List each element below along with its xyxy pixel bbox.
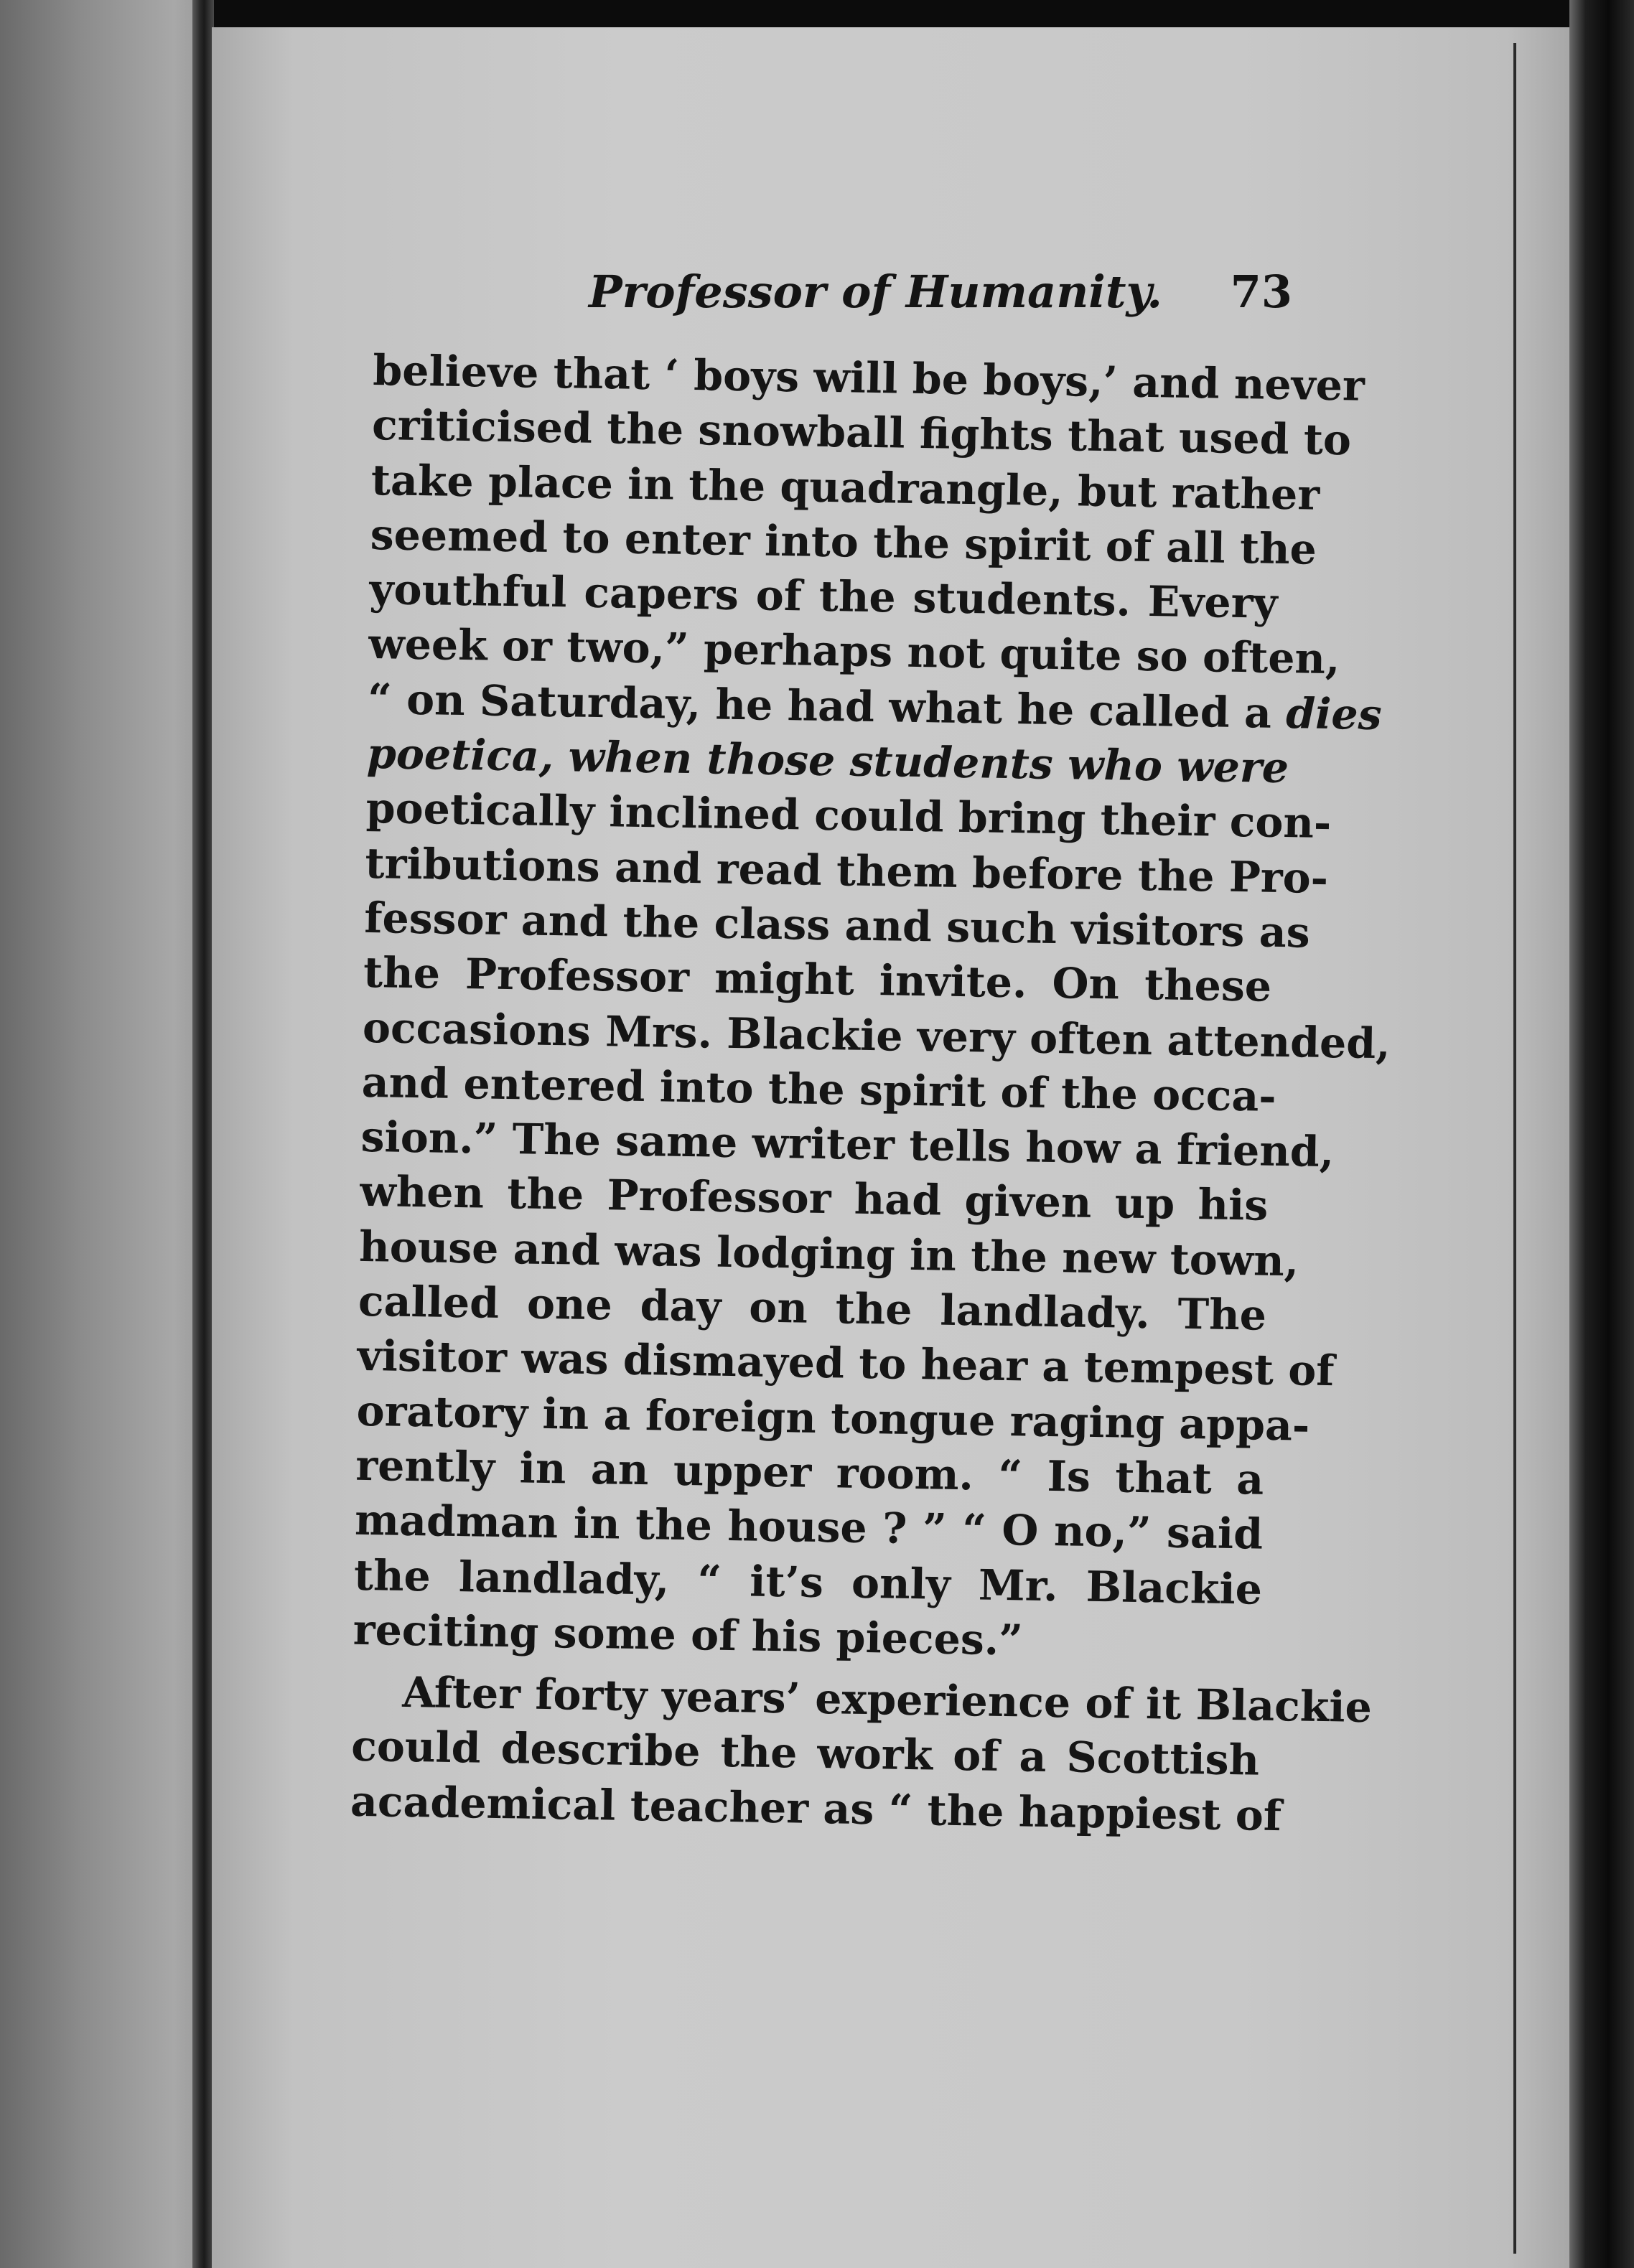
italic-word-line: poetica, when those students who were [366,728,1289,793]
running-head-title: Professor of Humanity. [589,266,1162,318]
text-line: madman in the house ? ” “ O no,” said [354,1495,1264,1559]
text-line: occasions Mrs. Blackie very often attended, [362,1002,1391,1068]
text-line: academical teacher as “ the happiest of [350,1776,1282,1840]
italic-word: dies [1285,688,1383,739]
text-line: house and was lodging in the new town, [358,1221,1299,1286]
text-line: week or two,” perhaps not quite so often, [368,619,1340,684]
text-line: fessor and the class and such visitors as [363,892,1311,957]
text-line: youthful capers of the students. Every [369,564,1279,629]
text-line: the landlady, “ it’s only Mr. Blackie [353,1550,1263,1614]
facing-page-edge [0,0,205,2268]
text-line: rently in an upper room. “ Is that a [355,1440,1264,1504]
text-line: and entered into the spirit of the occa- [361,1056,1277,1121]
page-edge-line [1513,43,1516,2254]
text-line: could describe the work of a Scottish [350,1721,1260,1786]
text-line: visitor was dismayed to hear a tempest of [357,1331,1335,1396]
text-line: take place in the quadrangle, but rather [370,454,1320,520]
book-right-edge [1569,0,1634,2268]
running-head [589,266,1292,318]
text-line: criticised the snowball fights that used to [371,400,1352,465]
text-line: sion.” The same writer tells how a friend, [360,1112,1335,1177]
text-line: the Professor might invite. On these [363,947,1272,1012]
text-line: seemed to enter into the spirit of all the [370,509,1317,574]
text-line: believe that ‘ boys will be boys,’ and never [372,345,1365,411]
body-text [350,343,1391,1843]
page-number: 73 [1230,266,1292,318]
text-line: called one day on the landlady. The [358,1275,1267,1340]
text-line: reciting some of his pieces.” [353,1604,1024,1665]
text-line: tributions and read them before the Pro- [365,838,1329,903]
text-line: oratory in a foreign tongue raging appa- [356,1385,1310,1451]
book-gutter [192,0,214,2268]
text-line: After forty years’ experience of it Blackie [401,1667,1373,1733]
text-line-segment: “ on Saturday, he had what he called a [367,673,1272,738]
text-line: when the Professor had given up his [359,1166,1269,1231]
text-line: poetically inclined could bring their con- [365,783,1332,848]
